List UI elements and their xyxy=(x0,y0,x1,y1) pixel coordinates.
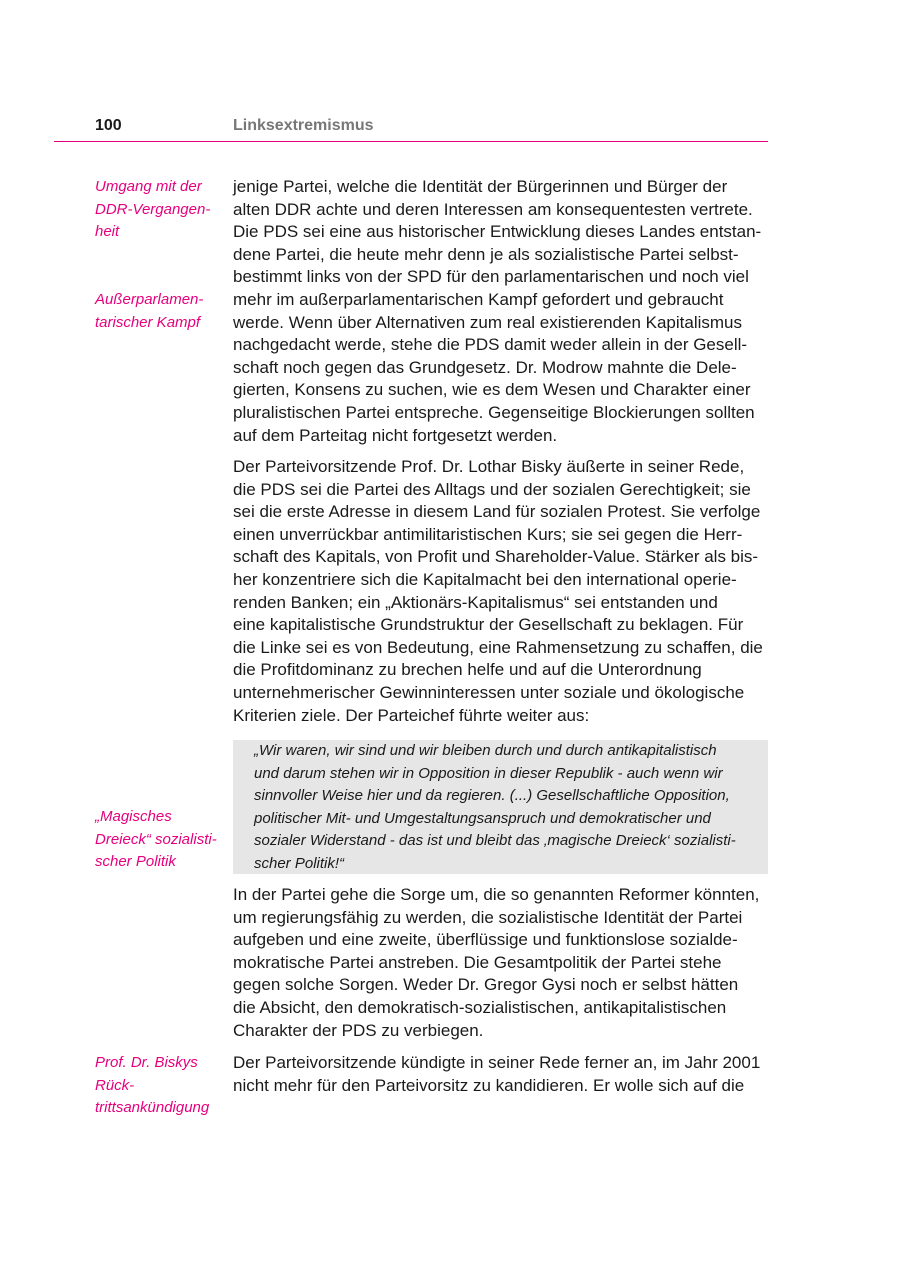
running-header-title: Linksextremismus xyxy=(233,117,374,134)
body-paragraph-3: In der Partei gehe die Sorge um, die so genannten Reformer könnten, um regierungsfähig zu werden, die sozialistische Identität der Partei aufgeben und eine zweite, überflüssige und funktionslose sozialde- mokratische Partei anstreben. Die Gesamtpolitik der Partei stehe gegen solche Sorgen. Weder Dr. Gregor Gysi noch er selbst hätten die Absicht, den demokratisch-sozialistischen, antikapitalistischen Charakter der PDS zu verbiegen. xyxy=(233,885,760,1040)
quote-box xyxy=(233,740,768,874)
quote-text: „Wir waren, wir sind und wir bleiben durch und durch antikapitalistisch und darum stehen wir in Opposition in dieser Republik - auch wenn wir sinnvoller Weise hier und da regieren. (...) Gesellschaftliche Opposition, politischer Mit- und Umgestaltungsanspruch und demokratischer und sozialer Widerstand - das ist und bleibt das ‚magische Dreieck‘ sozialisti- scher Politik!“ xyxy=(254,742,736,872)
body-paragraph-4: Der Parteivorsitzende kündigte in seiner Rede ferner an, im Jahr 2001 nicht mehr für den Parteivorsitz zu kandidieren. Er wolle sich auf die xyxy=(233,1053,761,1095)
header-divider xyxy=(54,141,768,142)
body-paragraph-2: Der Parteivorsitzende Prof. Dr. Lothar Bisky äußerte in seiner Rede, die PDS sei die Partei des Alltags und der sozialen Gerechtigkeit; sie sei die erste Adresse in diesem Land für sozialen Protest. Sie verfolge einen unverrückbar antimilitaristischen Kurs; sie sei gegen die Herr- schaft des Kapitals, von Profit und Shareholder-Value. Stärker als bis- her konzentriere sich die Kapitalmacht bei den international operie- renden Banken; ein „Aktionärs-Kapitalismus“ sei entstanden und eine kapitalistische Grundstruktur der Gesellschaft zu beklagen. Für die Linke sei es von Bedeutung, eine Rahmensetzung zu schaffen, die die Profitdominanz zu brechen helfe und auf die Unterordnung unternehmerischer Gewinninteressen unter soziale und ökologische Kriterien ziele. Der Parteichef führte weiter aus: xyxy=(233,457,763,725)
margin-note-ausserparlamentarisch: Außerparlamen- tarischer Kampf xyxy=(95,291,204,331)
page-number: 100 xyxy=(95,117,122,134)
body-paragraph-1: jenige Partei, welche die Identität der Bürgerinnen und Bürger der alten DDR achte und deren Interessen am konsequentesten vertrete. Die PDS sei eine aus historischer Entwicklung dieses Landes entstan- dene Partei, die heute mehr denn je als sozialistische Partei selbst- bestimmt links von der SPD für den parlamentarischen und noch viel mehr im außerparlamentarischen Kampf gefordert und gebraucht werde. Wenn über Alternativen zum real existierenden Kapitalismus nachgedacht werde, stehe die PDS damit weder allein in der Gesell- schaft noch gegen das Grundgesetz. Dr. Modrow mahnte die Dele- gierten, Konsens zu suchen, wie es dem Wesen und Charakter einer pluralistischen Partei entspreche. Gegenseitige Blockierungen sollten auf dem Parteitag nicht fortgesetzt werden. xyxy=(233,177,762,445)
margin-note-magisches-dreieck: „Magisches Dreieck“ sozialisti- scher Politik xyxy=(95,808,217,871)
margin-note-ruecktritt: Prof. Dr. Biskys Rück- trittsankündigung xyxy=(95,1054,210,1117)
margin-note-ddr: Umgang mit der DDR-Vergangen- heit xyxy=(95,178,211,241)
